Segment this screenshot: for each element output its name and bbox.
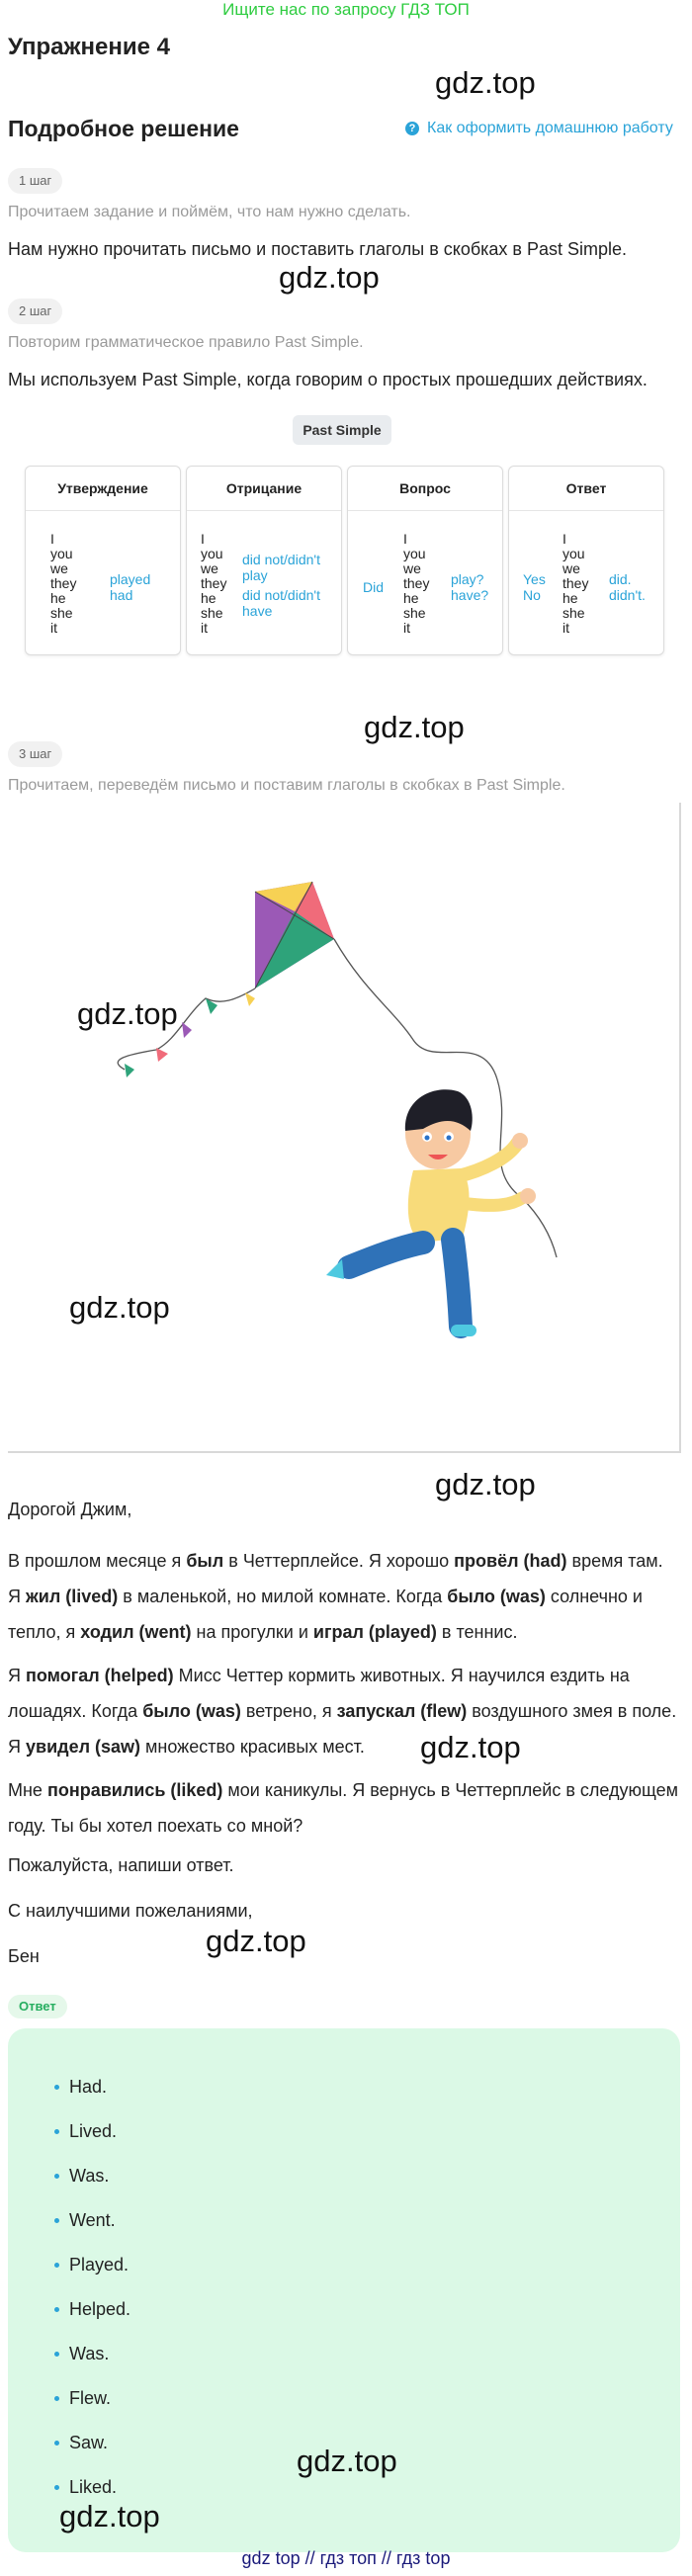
pronoun: he: [50, 590, 66, 606]
answer-item: Played.: [69, 2255, 129, 2275]
step-badge-3: 3 шаг: [8, 741, 62, 767]
pronoun: I: [50, 531, 54, 547]
watermark: gdz.top: [435, 1467, 536, 1502]
pronoun: it: [50, 620, 57, 636]
pronoun: she: [403, 605, 426, 621]
card-header: Ответ: [509, 467, 663, 511]
letter-greeting: Дорогой Джим,: [8, 1500, 132, 1519]
pronoun: I: [201, 531, 205, 547]
watermark: gdz.top: [297, 2444, 397, 2478]
bold-verb: было (was): [142, 1701, 241, 1721]
pronoun: you: [201, 546, 223, 561]
card-header: Утверждение: [26, 467, 180, 511]
answer-item: Had.: [69, 2077, 107, 2098]
letter-signoff: С наилучшими пожеланиями,: [8, 1901, 253, 1921]
watermark: gdz.top: [435, 65, 536, 100]
pronoun: they: [201, 575, 227, 591]
pronoun: we: [562, 560, 580, 576]
pronoun: it: [201, 620, 208, 636]
watermark: gdz.top: [206, 1924, 306, 1958]
card-answer: [508, 466, 664, 655]
bold-verb: играл (played): [312, 1622, 437, 1642]
pronoun: it: [403, 620, 410, 636]
bold-verb: провёл (had): [454, 1551, 567, 1571]
section-title: Подробное решение: [8, 116, 239, 141]
kite-boy-illustration: [8, 803, 681, 1453]
short-answer: No: [523, 587, 541, 603]
bold-verb: жил (lived): [26, 1587, 119, 1606]
watermark: gdz.top: [279, 260, 380, 295]
answer-item: Helped.: [69, 2299, 130, 2320]
bold-verb: понравились (liked): [46, 1780, 223, 1800]
card-negation: [186, 466, 342, 655]
pronoun: we: [403, 560, 421, 576]
pronoun: we: [50, 560, 68, 576]
question-circle-icon: ?: [405, 122, 419, 135]
letter-paragraph: Я помогал (helped) Мисс Четтер кормить животных. Я научился ездить на лошадях. Когда было (was) ветрено, я запускал (flew) воздушного змея в поле. Я увидел (saw) множество красивых мест.: [8, 1666, 677, 1757]
bold-verb: ходил (went): [80, 1622, 192, 1642]
bold-verb: помогал (helped): [26, 1666, 174, 1685]
verb-form: did not/didn't play: [242, 552, 320, 583]
pronoun: I: [403, 531, 407, 547]
card-header: Отрицание: [187, 467, 341, 511]
step-hint-2: Повторим грамматическое правило Past Simple.: [8, 334, 364, 351]
bold-verb: запускал (flew): [336, 1701, 468, 1721]
verb-form: did not/didn't have: [242, 587, 320, 619]
footer-links: gdz top // гдз топ // гдз top: [241, 2548, 451, 2568]
watermark: gdz.top: [420, 1730, 521, 1764]
step-text-2: Мы используем Past Simple, когда говорим о простых прошедших действиях.: [8, 370, 648, 389]
short-answer: Yes: [523, 571, 546, 587]
pronoun: you: [50, 546, 73, 561]
watermark: gdz.top: [69, 1290, 170, 1325]
letter-paragraph: Мне понравились (liked) мои каникулы. Я вернусь в Четтерплейс в следующем году. Ты бы хотел поехать со мной?: [8, 1780, 679, 1836]
pronoun: it: [562, 620, 569, 636]
howto-label: Как оформить домашнюю работу: [427, 120, 673, 136]
step-hint-3: Прочитаем, переведём письмо и поставим глаголы в скобках в Past Simple.: [8, 777, 565, 794]
step-text-1: Нам нужно прочитать письмо и поставить глаголы в скобках в Past Simple.: [8, 239, 628, 259]
letter-signature: Бен: [8, 1946, 40, 1966]
answer-item: Liked.: [69, 2477, 117, 2498]
pronoun: they: [403, 575, 430, 591]
answer-item: Was.: [69, 2166, 109, 2187]
step-badge-2: 2 шаг: [8, 299, 62, 324]
verb-form: have?: [451, 587, 489, 603]
verb-form: had: [110, 587, 133, 603]
answer-item: Was.: [69, 2344, 109, 2364]
step-hint-1: Прочитаем задание и поймём, что нам нужно сделать.: [8, 204, 411, 220]
pronoun: he: [562, 590, 578, 606]
exercise-title: Упражнение 4: [8, 34, 170, 60]
bold-verb: был: [186, 1551, 224, 1571]
card-header: Вопрос: [348, 467, 502, 511]
answer-item: Went.: [69, 2210, 116, 2231]
answer-item: Saw.: [69, 2433, 108, 2453]
howto-link[interactable]: [405, 120, 673, 137]
answer-item: Lived.: [69, 2121, 117, 2142]
bold-verb: было (was): [447, 1587, 546, 1606]
step-badge-1: 1 шаг: [8, 168, 62, 194]
verb-form: played: [110, 571, 151, 587]
verb-form: didn't.: [609, 587, 646, 603]
pronoun: we: [201, 560, 218, 576]
watermark: gdz.top: [59, 2499, 160, 2533]
verb-form: did.: [609, 571, 632, 587]
pronoun: I: [562, 531, 566, 547]
aux-verb: Did: [363, 579, 385, 595]
pronoun: they: [562, 575, 589, 591]
kite-boy-image: [8, 803, 679, 1451]
bold-verb: увидел (saw): [26, 1737, 141, 1757]
pronoun: he: [201, 590, 216, 606]
pronoun: you: [562, 546, 585, 561]
card-statement: [25, 466, 181, 655]
card-question: [347, 466, 503, 655]
pronoun: she: [50, 605, 73, 621]
answer-item: Flew.: [69, 2388, 111, 2409]
pronoun-list: [50, 532, 76, 636]
pronoun: she: [201, 605, 223, 621]
pronoun: she: [562, 605, 585, 621]
watermark: gdz.top: [77, 996, 178, 1031]
verb-form: play?: [451, 571, 484, 587]
watermark: gdz.top: [364, 710, 465, 744]
letter-closing-request: Пожалуйста, напиши ответ.: [8, 1855, 234, 1875]
pronoun: you: [403, 546, 426, 561]
search-banner: Ищите нас по запросу ГДЗ ТОП: [222, 0, 470, 19]
answer-badge: Ответ: [8, 1995, 67, 2018]
pronoun: he: [403, 590, 419, 606]
letter-paragraph: В прошлом месяце я был в Четтерплейсе. Я хорошо провёл (had) время там. Я жил (lived) в маленькой, но милой комнате. Когда было (was) солнечно и тепло, я ходил (went) на прогулки и играл (played) в теннис.: [8, 1551, 663, 1642]
pronoun: they: [50, 575, 77, 591]
rule-badge: Past Simple: [293, 415, 391, 445]
letter: [8, 1498, 680, 1968]
